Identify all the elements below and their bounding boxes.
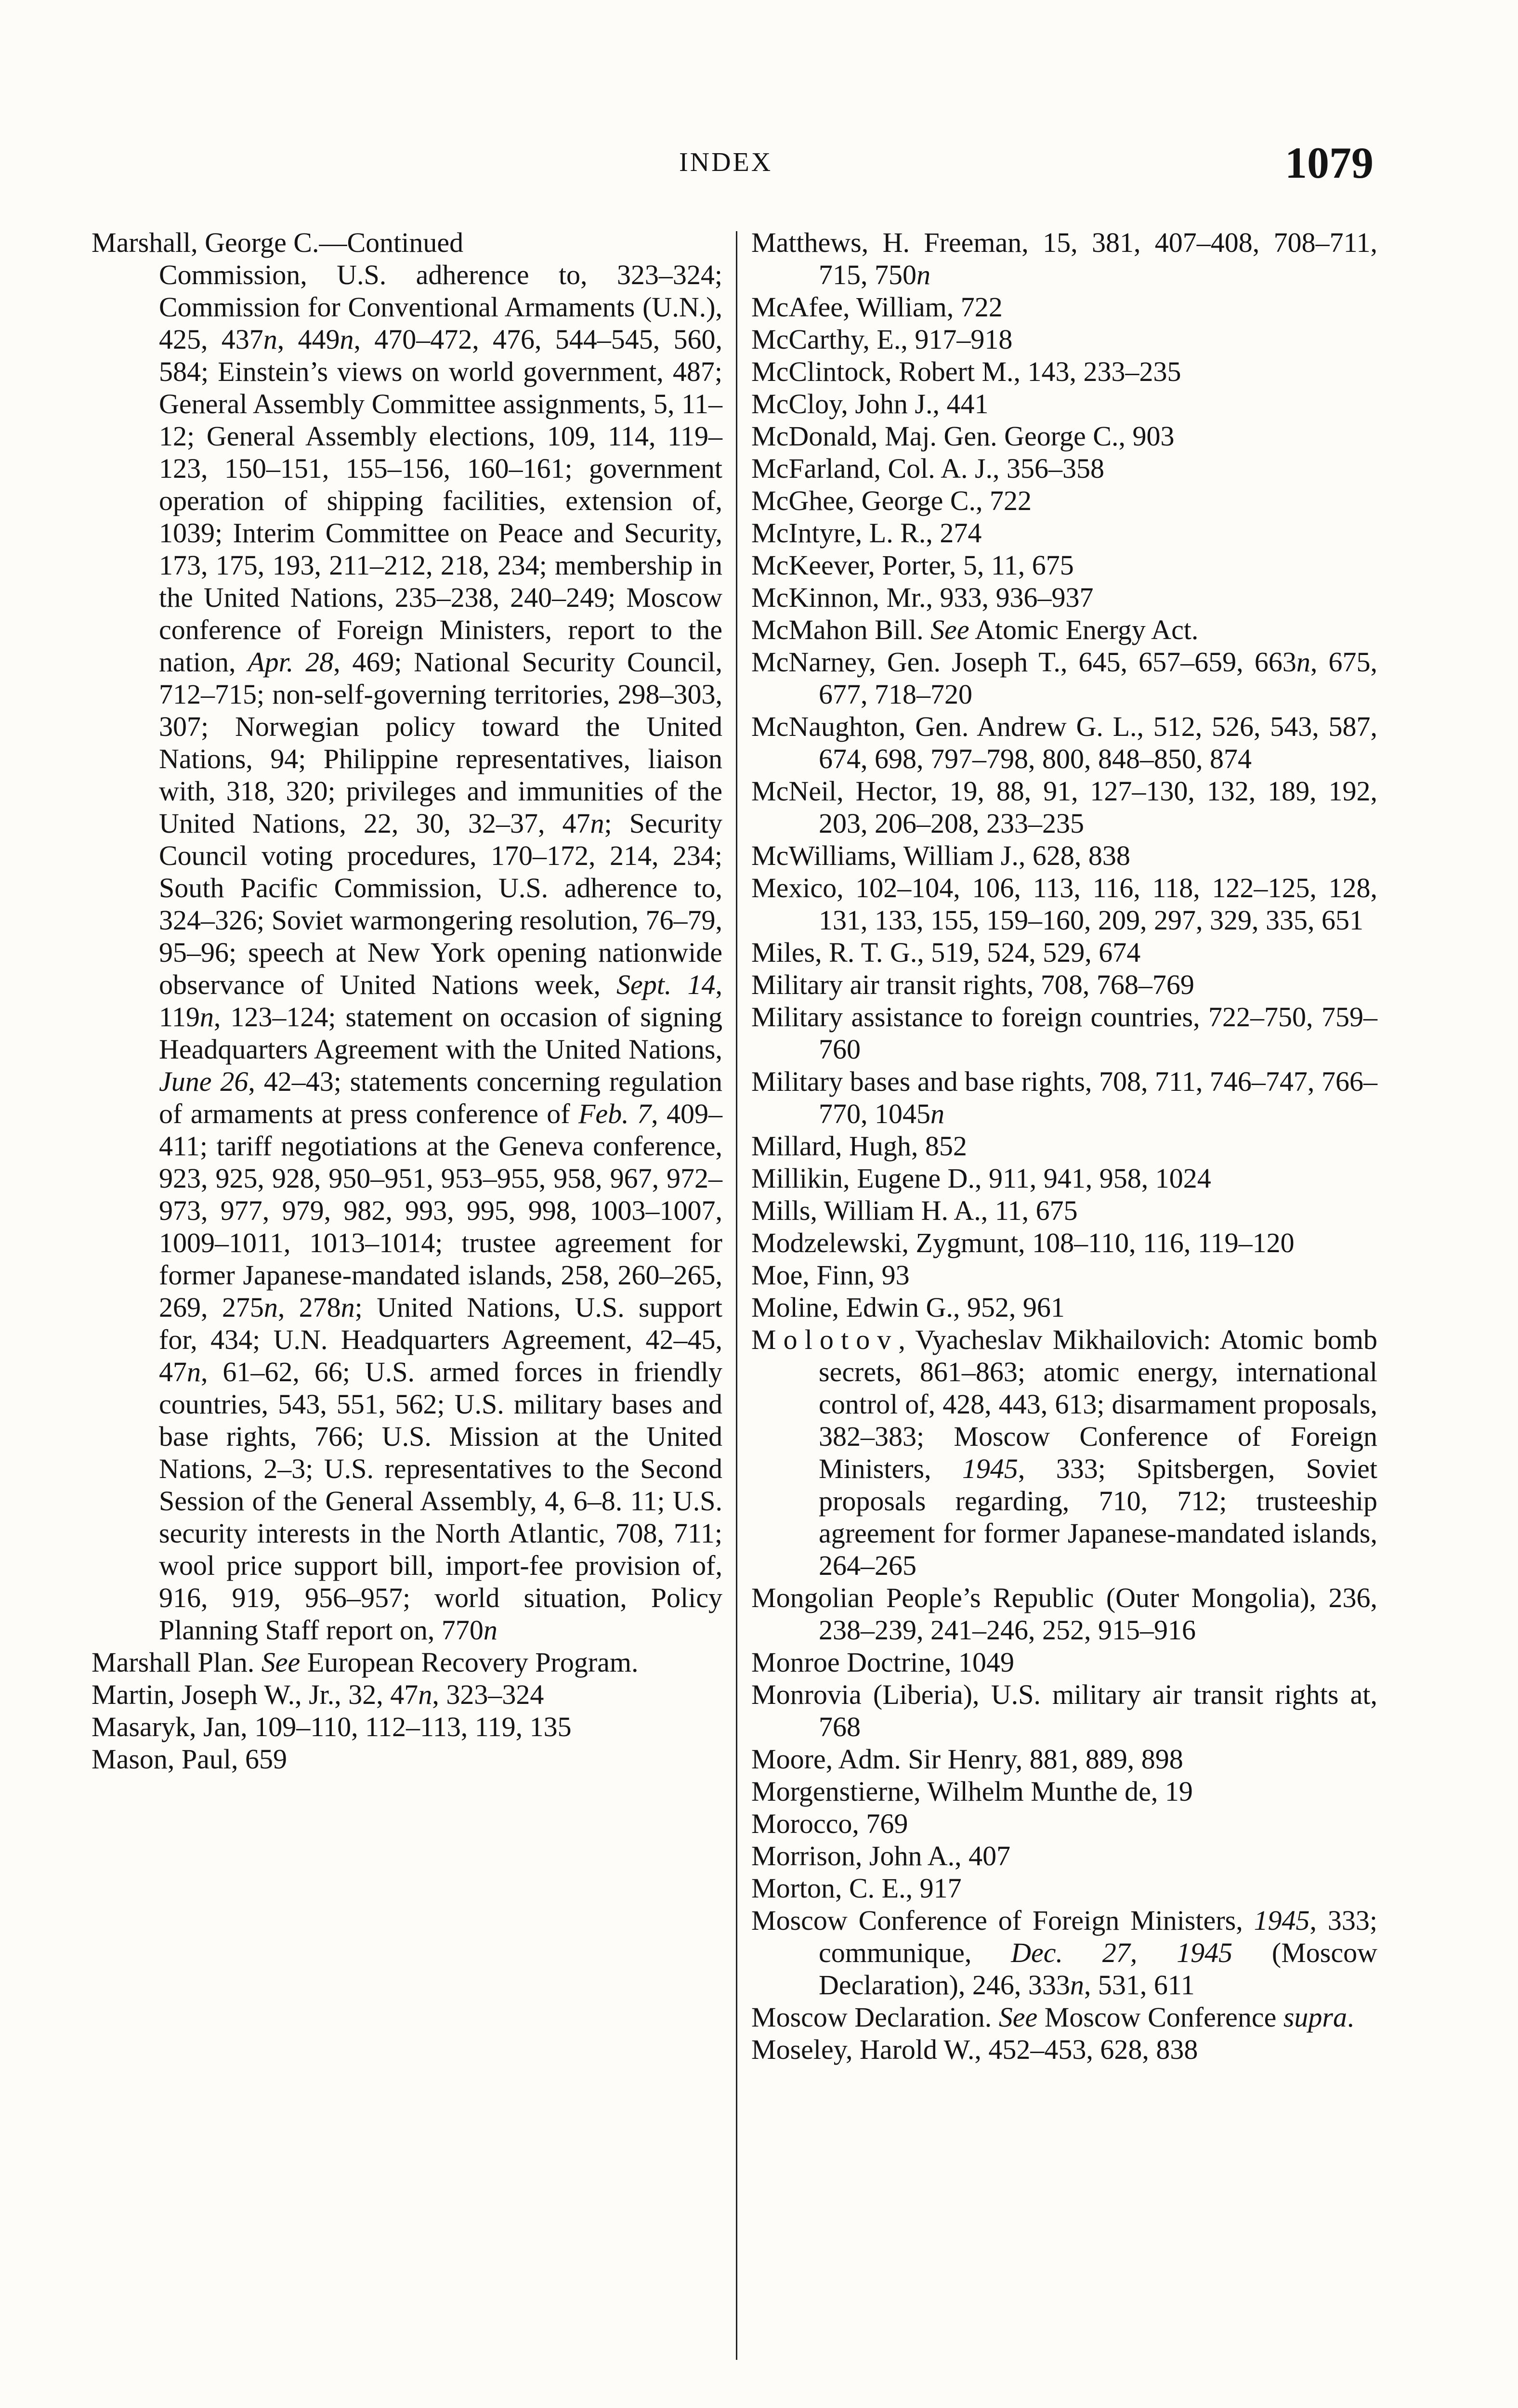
column-divider bbox=[736, 231, 737, 2360]
index-entry: McGhee, George C., 722 bbox=[751, 485, 1032, 516]
index-entry: Modzelewski, Zygmunt, 108–110, 116, 119–120 bbox=[751, 1227, 1295, 1258]
index-entry: Molotov, Vyacheslav Mikhailovich: Atomic bomb secrets, 861–863; atomic energy, international control of, 428, 443, 613; disarmament proposals, 382–383; Moscow Conference of Foreign Ministers, 1945, 333; Spitsbergen, Soviet proposals regarding, 710, 712; trusteeship agreement for former Japanese-mandated islands, 264–265 bbox=[751, 1324, 1377, 1581]
index-entry: McWilliams, William J., 628, 838 bbox=[751, 840, 1130, 871]
index-entry: Moseley, Harold W., 452–453, 628, 838 bbox=[751, 2034, 1198, 2065]
index-entry: Monrovia (Liberia), U.S. military air transit rights at, 768 bbox=[751, 1679, 1377, 1742]
index-entry: Mason, Paul, 659 bbox=[92, 1743, 287, 1775]
index-entry: Moore, Adm. Sir Henry, 881, 889, 898 bbox=[751, 1743, 1183, 1775]
index-entry: Military assistance to foreign countries, 722–750, 759–760 bbox=[751, 1001, 1377, 1065]
index-entry: Monroe Doctrine, 1049 bbox=[751, 1647, 1015, 1678]
index-entry: McNarney, Gen. Joseph T., 645, 657–659, 663n, 675, 677, 718–720 bbox=[751, 646, 1378, 710]
index-column-left bbox=[92, 226, 722, 1775]
index-entry: Morgenstierne, Wilhelm Munthe de, 19 bbox=[751, 1776, 1193, 1807]
index-entry: Morrison, John A., 407 bbox=[751, 1840, 1011, 1871]
index-entry: Mongolian People’s Republic (Outer Mongolia), 236, 238–239, 241–246, 252, 915–916 bbox=[751, 1582, 1377, 1646]
index-column-right bbox=[751, 226, 1377, 2066]
index-entry: Millikin, Eugene D., 911, 941, 958, 1024 bbox=[751, 1163, 1211, 1194]
running-head: INDEX bbox=[679, 147, 773, 177]
index-entry: Military bases and base rights, 708, 711, 746–747, 766–770, 1045n bbox=[751, 1066, 1377, 1129]
index-entry: McMahon Bill. See Atomic Energy Act. bbox=[751, 614, 1199, 645]
index-entry: Mills, William H. A., 11, 675 bbox=[751, 1195, 1078, 1226]
index-entry: Morocco, 769 bbox=[751, 1808, 908, 1839]
page-header bbox=[0, 137, 1518, 190]
index-entry: Marshall Plan. See European Recovery Program. bbox=[92, 1647, 639, 1678]
index-entry: Moscow Conference of Foreign Ministers, 1945, 333; communique, Dec. 27, 1945 (Moscow Declaration), 246, 333n, 531, 611 bbox=[751, 1905, 1377, 2001]
index-entry: Masaryk, Jan, 109–110, 112–113, 119, 135 bbox=[92, 1711, 572, 1742]
index-entry: Miles, R. T. G., 519, 524, 529, 674 bbox=[751, 937, 1141, 968]
index-entry: Mexico, 102–104, 106, 113, 116, 118, 122–125, 128, 131, 133, 155, 159–160, 209, 297, 329, 335, 651 bbox=[751, 872, 1377, 936]
index-entry: Marshall, George C.—Continued bbox=[92, 227, 464, 258]
index-entry: Matthews, H. Freeman, 15, 381, 407–408, 708–711, 715, 750n bbox=[751, 227, 1377, 290]
index-entry: McCloy, John J., 441 bbox=[751, 388, 989, 419]
index-entry: McAfee, William, 722 bbox=[751, 291, 1003, 323]
index-entry: McFarland, Col. A. J., 356–358 bbox=[751, 453, 1105, 484]
index-entry: McNaughton, Gen. Andrew G. L., 512, 526, 543, 587, 674, 698, 797–798, 800, 848–850, 874 bbox=[751, 711, 1377, 774]
index-entry: McCarthy, E., 917–918 bbox=[751, 324, 1013, 355]
index-entry: Military air transit rights, 708, 768–769 bbox=[751, 969, 1194, 1000]
index-entry: McIntyre, L. R., 274 bbox=[751, 517, 982, 549]
index-entry: Moe, Finn, 93 bbox=[751, 1259, 910, 1291]
index-entry: Commission, U.S. adherence to, 323–324; Commission for Conventional Armaments (U.N.), 425, 437n, 449n, 470–472, 476, 544–545, 560, 584; Einstein’s views on world government, 487; General Assembly Committee assignments, 5, 11–12; General Assembly elections, 109, 114, 119–123, 150–151, 155–156, 160–161; government operation of shipping facilities, extension of, 1039; Interim Committee on Peace and Security, 173, 175, 193, 211–212, 218, 234; membership in the United Nations, 235–238, 240–249; Moscow conference of Foreign Ministers, report to the nation, Apr. 28, 469; National Security Council, 712–715; non-self-governing territories, 298–303, 307; Norwegian policy toward the United Nations, 94; Philippine representatives, liaison with, 318, 320; privileges and immunities of the United Nations, 22, 30, 32–37, 47n; Security Council voting procedures, 170–172, 214, 234; South Pacific Commission, U.S. adherence to, 324–326; Soviet warmongering resolution, 76–79, 95–96; speech at New York opening nationwide observance of United Nations week, Sept. 14, 119n, 123–124; statement on occasion of signing Headquarters Agreement with the United Nations, June 26, 42–43; statements concerning regulation of armaments at press conference of Feb. 7, 409–411; tariff negotiations at the Geneva conference, 923, 925, 928, 950–951, 953–955, 958, 967, 972–973, 977, 979, 982, 993, 995, 998, 1003–1007, 1009–1011, 1013–1014; trustee agreement for former Japanese-mandated islands, 258, 260–265, 269, 275n, 278n; United Nations, U.S. support for, 434; U.N. Headquarters Agreement, 42–45, 47n, 61–62, 66; U.S. armed forces in friendly countries, 543, 551, 562; U.S. military bases and base rights, 766; U.S. Mission at the United Nations, 2–3; U.S. representatives to the Second Session of the General Assembly, 4, 6–8. 11; U.S. security interests in the North Atlantic, 708, 711; wool price support bill, import-fee provision of, 916, 919, 956–957; world situation, Policy Planning Staff report on, 770n bbox=[159, 259, 723, 1646]
page-number: 1079 bbox=[1285, 138, 1374, 187]
index-entry: McNeil, Hector, 19, 88, 91, 127–130, 132, 189, 192, 203, 206–208, 233–235 bbox=[751, 775, 1377, 839]
index-entry: McKinnon, Mr., 933, 936–937 bbox=[751, 582, 1094, 613]
index-entry: Moline, Edwin G., 952, 961 bbox=[751, 1292, 1065, 1323]
index-entry: Millard, Hugh, 852 bbox=[751, 1130, 967, 1162]
index-entry: McDonald, Maj. Gen. George C., 903 bbox=[751, 420, 1175, 452]
index-entry: Martin, Joseph W., Jr., 32, 47n, 323–324 bbox=[92, 1679, 544, 1710]
index-entry: McKeever, Porter, 5, 11, 675 bbox=[751, 550, 1074, 581]
index-entry: Moscow Declaration. See Moscow Conference supra. bbox=[751, 2002, 1354, 2033]
index-entry: McClintock, Robert M., 143, 233–235 bbox=[751, 356, 1181, 387]
index-entry: Morton, C. E., 917 bbox=[751, 1872, 962, 1904]
